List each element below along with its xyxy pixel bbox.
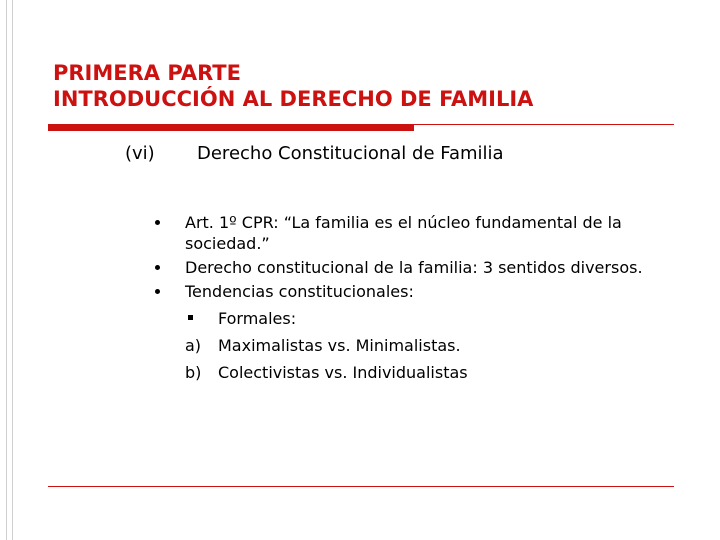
- sub-item-text: Formales:: [218, 309, 297, 328]
- title-line-1: PRIMERA PARTE: [53, 61, 241, 85]
- left-border-line: [6, 0, 7, 540]
- bullet-text: Art. 1º CPR: “La familia es el núcleo fundamental de la sociedad.”: [185, 213, 622, 253]
- title-underline-bar: [48, 124, 414, 131]
- section-number: (vi): [125, 143, 155, 164]
- sub-item: [150, 332, 690, 359]
- bullet-text: Derecho constitucional de la familia: 3 sentidos diversos.: [185, 258, 643, 277]
- bullet-text: Tendencias constitucionales:: [185, 282, 414, 301]
- bullet-item: [150, 212, 690, 254]
- sub-item: [150, 305, 690, 332]
- footer-rule: [48, 486, 674, 487]
- sub-item-marker: b): [185, 363, 202, 382]
- slide-title: [53, 60, 533, 112]
- section-heading: Derecho Constitucional de Familia: [197, 143, 504, 164]
- title-line-2: INTRODUCCIÓN AL DERECHO DE FAMILIA: [53, 87, 534, 111]
- title-underline-thin: [414, 124, 674, 125]
- left-border-line-inner: [12, 0, 13, 540]
- bullet-dot-icon: [155, 265, 160, 270]
- square-bullet-icon: [188, 315, 193, 320]
- bullet-dot-icon: [155, 220, 160, 225]
- sub-item-text: Colectivistas vs. Individualistas: [218, 363, 468, 382]
- bullet-item: [150, 281, 690, 302]
- bullet-list: [150, 212, 690, 386]
- bullet-item: [150, 257, 690, 278]
- bullet-dot-icon: [155, 289, 160, 294]
- sub-item-marker: a): [185, 336, 202, 355]
- sub-item: [150, 359, 690, 386]
- sub-item-text: Maximalistas vs. Minimalistas.: [218, 336, 461, 355]
